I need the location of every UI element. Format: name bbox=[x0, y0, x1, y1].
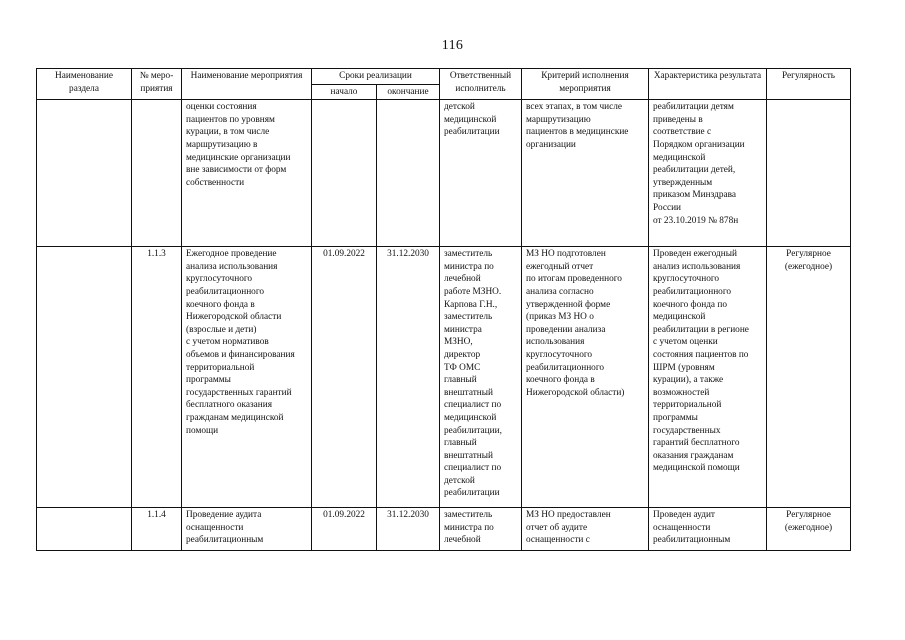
header-event-name: Наименование мероприятия bbox=[182, 69, 312, 100]
cell-start: 01.09.2022 bbox=[312, 508, 377, 551]
table-row bbox=[37, 247, 851, 508]
header-terms: Сроки реализации bbox=[312, 69, 440, 85]
cell-executor: заместитель министра по лечебной bbox=[440, 508, 522, 551]
cell-regularity bbox=[767, 100, 851, 247]
header-start: начало bbox=[312, 84, 377, 100]
cell-regularity: Регулярное (ежегодное) bbox=[767, 247, 851, 508]
cell-regularity: Регулярное (ежегодное) bbox=[767, 508, 851, 551]
header-executor: Ответственный исполнитель bbox=[440, 69, 522, 100]
header-row bbox=[37, 69, 851, 85]
cell-criterion: МЗ НО предоставлен отчет об аудите оснащенности с bbox=[522, 508, 649, 551]
cell-executor: детской медицинской реабилитации bbox=[440, 100, 522, 247]
cell-end: 31.12.2030 bbox=[377, 508, 440, 551]
cell-result: Проведен ежегодный анализ использования круглосуточного реабилитационного коечного фонда по медицинской реабилитации в регионе с учетом оценки состояния пациентов по ШРМ (уровням курации), а также возможностей территориальной программы государственных гарантий бесплатного оказания гражданам медицинской помощи bbox=[649, 247, 767, 508]
cell-end bbox=[377, 100, 440, 247]
table-row bbox=[37, 100, 851, 247]
header-end: окончание bbox=[377, 84, 440, 100]
header-criterion: Критерий исполнения мероприятия bbox=[522, 69, 649, 100]
cell-end: 31.12.2030 bbox=[377, 247, 440, 508]
cell-criterion: МЗ НО подготовлен ежегодный отчет по итогам проведенного анализа согласно утвержденной форме (приказ МЗ НО о проведении анализа использования круглосуточного реабилитационного коечного фонда в Нижегородской области) bbox=[522, 247, 649, 508]
cell-number: 1.1.3 bbox=[132, 247, 182, 508]
cell-name: Ежегодное проведение анализа использования круглосуточного реабилитационного коечного фонда в Нижегородской области (взрослые и дети) с учетом нормативов объемов и финансирования территориальной программы государственных гарантий бесплатного оказания гражданам медицинской помощи bbox=[182, 247, 312, 508]
cell-name: оценки состояния пациентов по уровням курации, в том числе маршрутизацию в медицинские организации вне зависимости от форм собственности bbox=[182, 100, 312, 247]
cell-criterion: всех этапах, в том числе маршрутизацию пациентов в медицинские организации bbox=[522, 100, 649, 247]
header-event-number: № меро- приятия bbox=[132, 69, 182, 100]
cell-section bbox=[37, 100, 132, 247]
cell-number bbox=[132, 100, 182, 247]
header-regularity: Регулярность bbox=[767, 69, 851, 100]
table-row bbox=[37, 508, 851, 551]
cell-name: Проведение аудита оснащенности реабилитационным bbox=[182, 508, 312, 551]
cell-start bbox=[312, 100, 377, 247]
cell-section bbox=[37, 508, 132, 551]
measures-table bbox=[36, 68, 851, 551]
cell-result: Проведен аудит оснащенности реабилитационным bbox=[649, 508, 767, 551]
header-section-name: Наименование раздела bbox=[37, 69, 132, 100]
cell-result: реабилитации детям приведены в соответствие с Порядком организации медицинской реабилитации детей, утвержденным приказом Минздрава России от 23.10.2019 № 878н bbox=[649, 100, 767, 247]
cell-executor: заместитель министра по лечебной работе МЗНО. Карпова Г.Н., заместитель министра МЗНО, директор ТФ ОМС главный внештатный специалист по медицинской реабилитации, главный внештатный специалист по детской реабилитации bbox=[440, 247, 522, 508]
header-result: Характеристика результата bbox=[649, 69, 767, 100]
cell-section bbox=[37, 247, 132, 508]
cell-number: 1.1.4 bbox=[132, 508, 182, 551]
page-number: 116 bbox=[441, 38, 464, 53]
cell-start: 01.09.2022 bbox=[312, 247, 377, 508]
